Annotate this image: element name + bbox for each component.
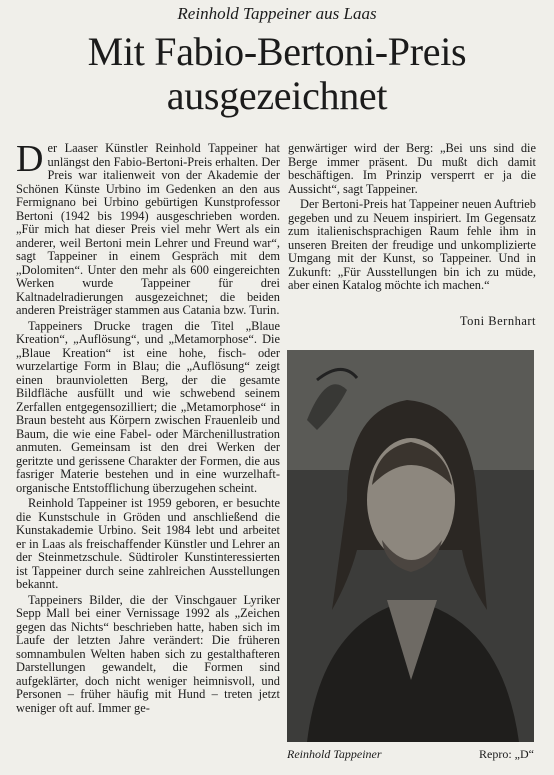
article-headline [0,30,554,118]
article-kicker: Reinhold Tappeiner aus Laas [177,4,377,23]
photo-caption [287,747,534,762]
author-byline: Toni Bernhart [459,314,536,328]
article-paragraph-1 [16,138,280,318]
portrait-photo [287,350,534,742]
headline-line-2: ausgezeichnet [166,73,388,118]
headline-line-1: Mit Fabio-Bertoni-Preis [87,29,467,74]
drop-cap: D [16,138,44,180]
photo-credit: Repro: „D“ [479,747,534,761]
article-paragraph-3: Reinhold Tappeiner ist 1959 geboren, er besuchte die Kunstschule in Gröden und anschließend die Kunstakademie Urbino. Seit 1984 lebt und arbeitet er in Laas als freischaffender Künstler und Lehrer an der Steinmetzschule. Südtiroler Kunstinteressierten ist Tappeiner durch seine zahlreichen Ausstellungen bekannt. [16,496,280,591]
article-column-left [16,138,280,717]
photo-caption-name: Reinhold Tappeiner [287,747,382,761]
article-paragraph-2: Tappeiners Drucke tragen die Titel „Blaue Kreation“, „Auflösung“, und „Metamorphose“. Die „Blaue Kreation“ ist eine hohe, fisch- oder wurzelartige Form in Blau; die „Auflösung“ zeigt einen braunvioletten Berg, der die gesamte Bildfläche ausfüllt und wie schwebend seinem Zerfallen entgegensozilliert; die „Metamorphose“ in Braun besteht aus Körpern zwischen Frauenleib und Baum, die wie eine Fabel- oder Märchenillustration anmuten. Gemeinsam ist den drei Werken der geritzte und gerissene Charakter der Formen, die aus fasriger Materie bestehen und in eine wurzelhaft-organische Entstofflichung überzugehen scheint. [16,318,280,495]
article-paragraph-4: Tappeiners Bilder, die der Vinschgauer Lyriker Sepp Mall bei einer Vernissage 1992 als „Zeichen gegen das Nichts“ beschrieben hatte, haben sich im Laufe der letzten Jahre verändert: Die früheren somnambulen Welten haben sich zu gestalthafteren Darstellungen gewandelt, die Formen sind aufgeklärter, doch nicht weniger heimnisvoll, und Personen – früher häufig mit Hund – treten jetzt weniger oft auf. Immer ge- [16,592,280,715]
article-paragraph-6: Der Bertoni-Preis hat Tappeiner neuen Auftrieb gegeben und zu Neuem inspiriert. Im Gegensatz zum italienischsprachigen Raum fehle ihm in unseren Breiten der freudige und unkomplizierte Umgang mit der Kunst, so Tappeiner. Und in Zukunft: „Für Ausstellungen bin ich zu müde, aber einen Katalog möchte ich machen.“ [288,197,536,292]
paragraph-1-text: er Laaser Künstler Reinhold Tappeiner hat unlängst den Fabio-Bertoni-Preis erhalten. Der Preis war italienweit von der Akademie der Schönen Künste Urbino im Gedenken an den aus Fermignano bei Urbino gebürtigen Kunstprofessor Bertoni (1942 bis 1994) ausgeschrieben worden. „Für mich hat dieser Preis viel mehr Wert als ein anderer, weil Bertoni mein Lehrer und Freund war“, sagt Tappeiner in einem Gespräch mit dem „Dolomiten“. Unter den mehr als 600 eingereichten Werken wurde Tappeiner für drei Kaltnadelradierungen ausgezeichnet; die beiden anderen Preisträger stammen aus Catania bzw. Turin. [16,141,280,317]
article-paragraph-5: genwärtiger wird der Berg: „Bei uns sind die Berge immer präsent. Du mußt dich damit beschäftigen. Im Prinzip versperrt er ja die Aussicht“, sagt Tappeiner. [288,141,536,196]
portrait-illustration [287,350,534,742]
article-column-right [288,142,536,295]
